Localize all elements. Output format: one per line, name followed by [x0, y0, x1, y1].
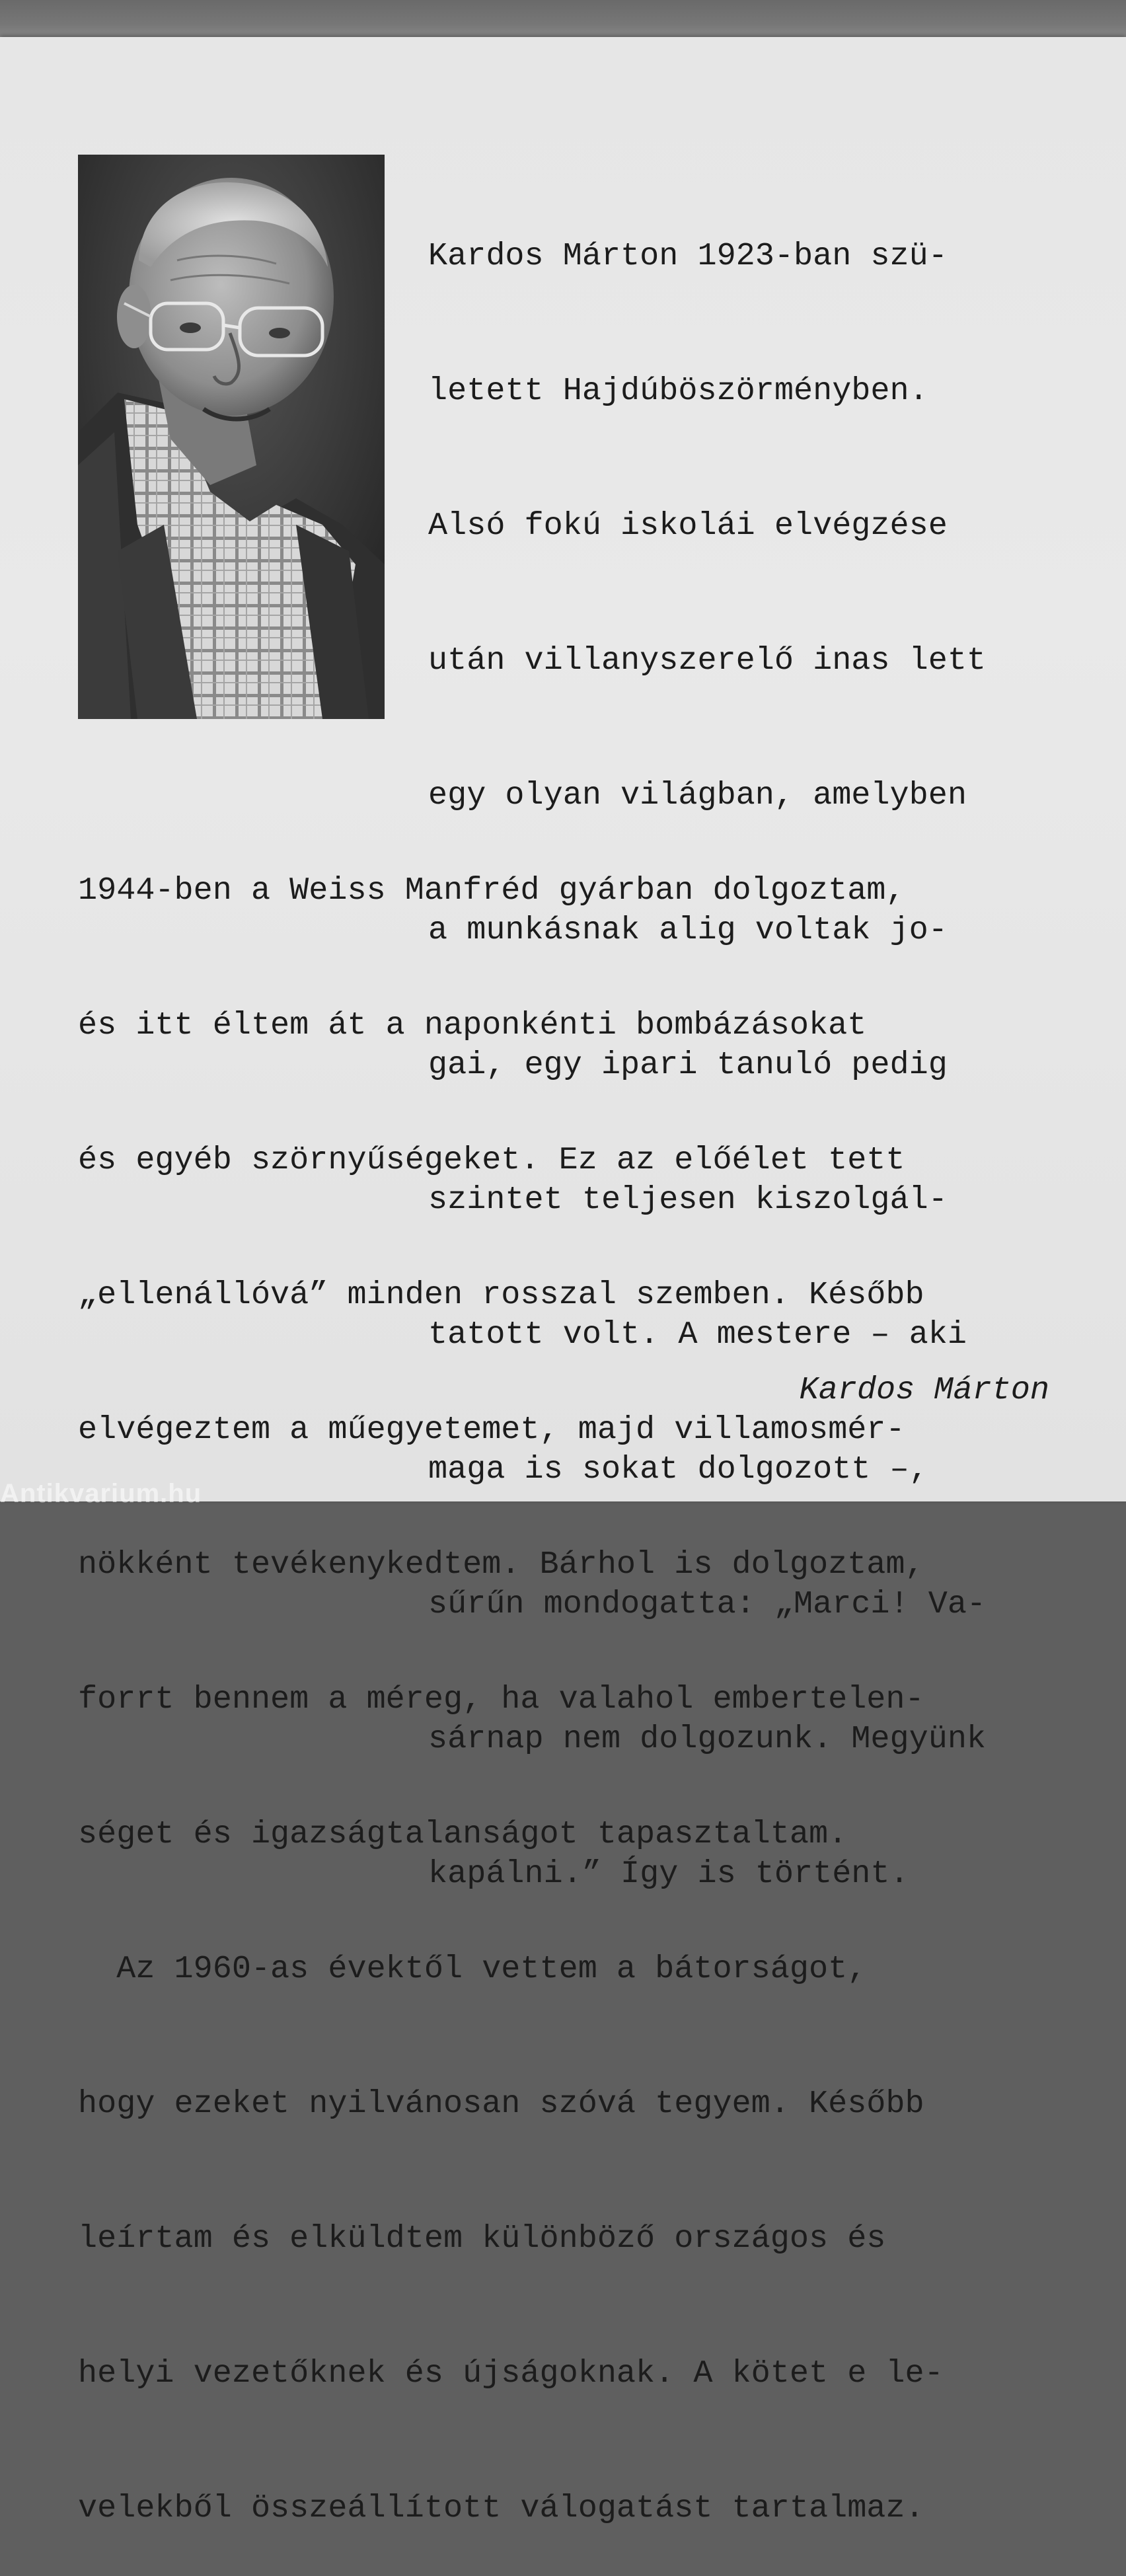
text-line: velekből összeállított válogatást tartalmaz.	[78, 2490, 924, 2526]
text-line: forrt bennem a méreg, ha valahol embertelen-	[78, 1681, 924, 1718]
text-line: „ellenállóvá” minden rosszal szemben. Később	[78, 1277, 924, 1313]
text-line: 1944-ben a Weiss Manfréd gyárban dolgoztam,	[78, 872, 905, 909]
text-line: maga is sokat dolgozott –,	[428, 1451, 928, 1488]
watermark: Antikvarium.hu	[0, 1479, 202, 1508]
text-line: sárnap nem dolgozunk. Megyünk	[428, 1721, 987, 1757]
text-line: egy olyan világban, amelyben	[428, 777, 967, 814]
text-line: Alsó fokú iskolái elvégzése	[428, 508, 948, 544]
text-line: letett Hajdúböszörményben.	[428, 373, 928, 409]
text-line: helyi vezetőknek és újságoknak. A kötet e le-	[78, 2355, 944, 2392]
text-line: elvégeztem a műegyetemet, majd villamosmér-	[78, 1412, 905, 1448]
text-line: Kardos Márton 1923-ban szü-	[428, 238, 948, 274]
text-line: sűrűn mondogatta: „Marci! Va-	[428, 1586, 987, 1622]
text-line: után villanyszerelő inas lett	[428, 642, 987, 679]
author-portrait-photo	[78, 155, 385, 719]
text-line: és egyéb szörnyűségeket. Ez az előélet tett	[78, 1142, 905, 1178]
text-line: a munkásnak alig voltak jo-	[428, 912, 948, 948]
background-strip	[0, 0, 1126, 41]
text-line: hogy ezeket nyilvánosan szóvá tegyem. Később	[78, 2086, 924, 2122]
text-line: séget és igazságtalanságot tapasztaltam.	[78, 1816, 848, 1852]
text-line: kapálni.” Így is történt.	[428, 1856, 909, 1892]
text-line: nökként tevékenykedtem. Bárhol is dolgoztam,	[78, 1546, 924, 1583]
text-line: leírtam és elküldtem különböző országos és	[78, 2220, 886, 2257]
text-line: és itt éltem át a naponkénti bombázásokat	[78, 1007, 867, 1043]
author-signature: Kardos Márton	[799, 1372, 1049, 1408]
text-line: tatott volt. A mestere – aki	[428, 1316, 967, 1353]
text-line: gai, egy ipari tanuló pedig	[428, 1047, 948, 1083]
text-line: szintet teljesen kiszolgál-	[428, 1182, 948, 1218]
text-line: Az 1960-as évektől vettem a bátorságot,	[78, 1951, 867, 1987]
author-statement	[78, 778, 1056, 2576]
